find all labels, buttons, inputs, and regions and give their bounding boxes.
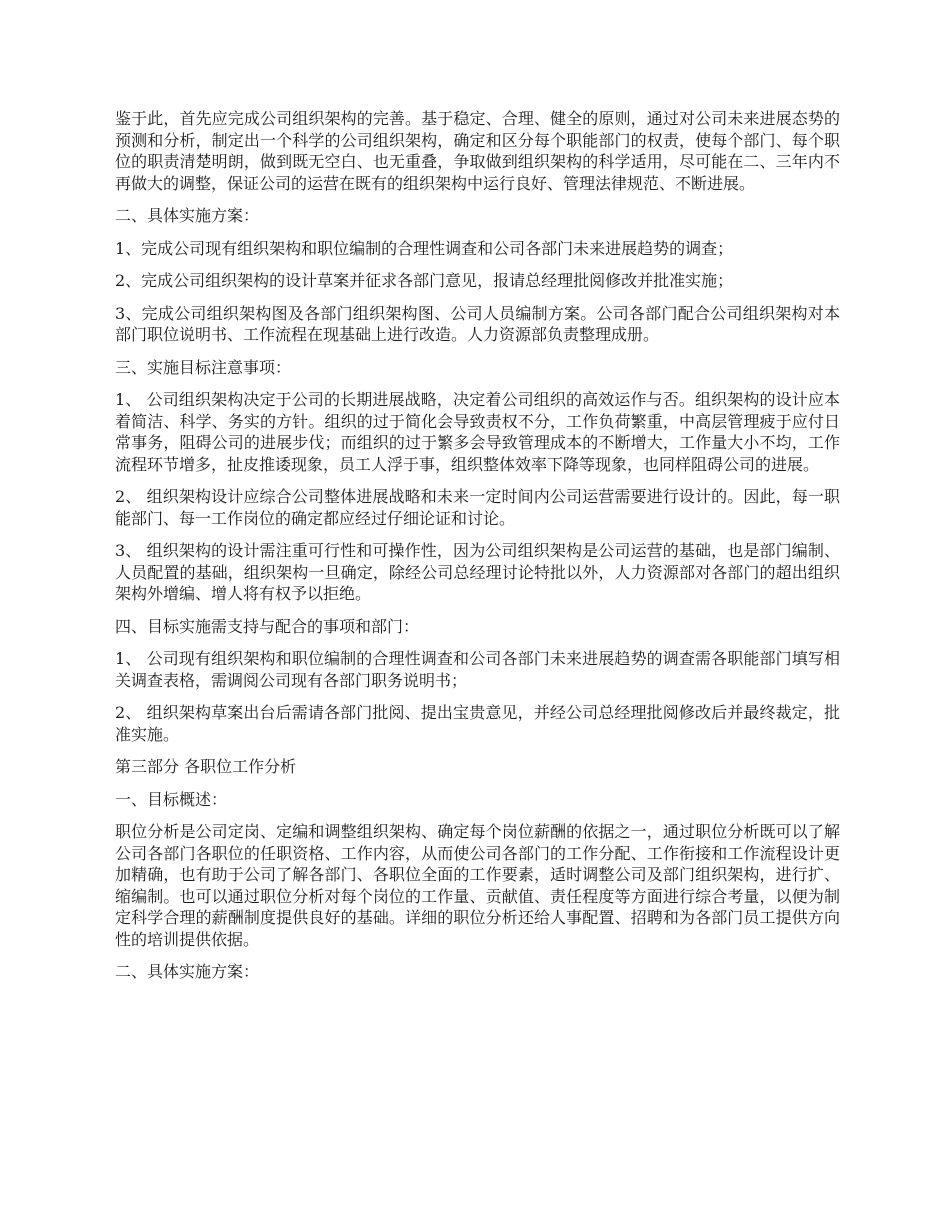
list-item: 1、 公司组织架构决定于公司的长期进展战略，决定着公司组织的高效运作与否。组织架构的设计应本着简洁、科学、务实的方针。组织的过于简化会导致责权不分，工作负荷繁重，中高层管理疲于应付日常事务，阻碍公司的进展步伐；而组织的过于繁多会导致管理成本的不断增大，工作量大小不均，工作流程环节增多，扯皮推诿现象，员工人浮于事，组织整体效率下降等现象，也同样阻碍公司的进展。	[115, 390, 840, 474]
section-heading: 二、具体实施方案：	[115, 962, 260, 981]
paragraph-body: 职位分析是公司定岗、定编和调整组织架构、确定每个岗位薪酬的依据之一，通过职位分析既可以了解公司各部门各职位的任职资格、工作内容，从而使公司各部门的工作分配、工作衔接和工作流程设计更加精确，也有助于公司了解各部门、各职位全面的工作要素，适时调整公司及部门组织架构，进行扩、缩编制。也可以通过职位分析对每个岗位的工作量、贡献值、责任程度等方面进行综合考量，以便为制定科学合理的薪酬制度提供良好的基础。详细的职位分析还给人事配置、招聘和为各部门员工提供方向性的培训提供依据。	[115, 822, 840, 949]
section-heading: 一、目标概述：	[115, 789, 228, 809]
list-item: 1、 公司现有组织架构和职位编制的合理性调查和公司各部门未来进展趋势的调查需各职能部门填写相关调查表格，需调阅公司现有各部门职务说明书；	[115, 649, 840, 690]
part-heading: 第三部分 各职位工作分析	[115, 757, 297, 776]
list-item: 1、完成公司现有组织架构和职位编制的合理性调查和公司各部门未来进展趋势的调查；	[115, 238, 734, 258]
section-heading: 二、具体实施方案：	[115, 206, 260, 225]
list-item: 3、完成公司组织架构图及各部门组织架构图、公司人员编制方案。公司各部门配合公司组织架构对本部门职位说明书、工作流程在现基础上进行改造。人力资源部负责整理成册。	[115, 303, 840, 344]
paragraph-intro: 鉴于此，首先应完成公司组织架构的完善。基于稳定、合理、健全的原则，通过对公司未来进展态势的预测和分析，制定出一个科学的公司组织架构，确定和区分每个职能部门的权责，使每个部门、每个职位的职责清楚明朗，做到既无空白、也无重叠，争取做到组织架构的科学适用，尽可能在二、三年内不再做大的调整，保证公司的运营在既有的组织架构中运行良好、管理法律规范、不断进展。	[115, 109, 840, 193]
list-item: 2、 组织架构草案出台后需请各部门批阅、提出宝贵意见，并经公司总经理批阅修改后并最终裁定，批准实施。	[115, 703, 840, 744]
document-page	[115, 108, 840, 994]
list-item: 2、 组织架构设计应综合公司整体进展战略和未来一定时间内公司运营需要进行设计的。因此，每一职能部门、每一工作岗位的确定都应经过仔细论证和讨论。	[115, 487, 840, 528]
section-heading: 三、实施目标注意事项：	[115, 357, 292, 377]
section-heading: 四、目标实施需支持与配合的事项和部门：	[115, 616, 420, 636]
list-item: 3、 组织架构的设计需注重可行性和可操作性，因为公司组织架构是公司运营的基础，也是部门编制、人员配置的基础，组织架构一旦确定，除经公司总经理讨论特批以外，人力资源部对各部门的超出组织架构外增编、增人将有权予以拒绝。	[115, 541, 840, 603]
list-item: 2、完成公司组织架构的设计草案并征求各部门意见，报请总经理批阅修改并批准实施；	[115, 271, 734, 290]
